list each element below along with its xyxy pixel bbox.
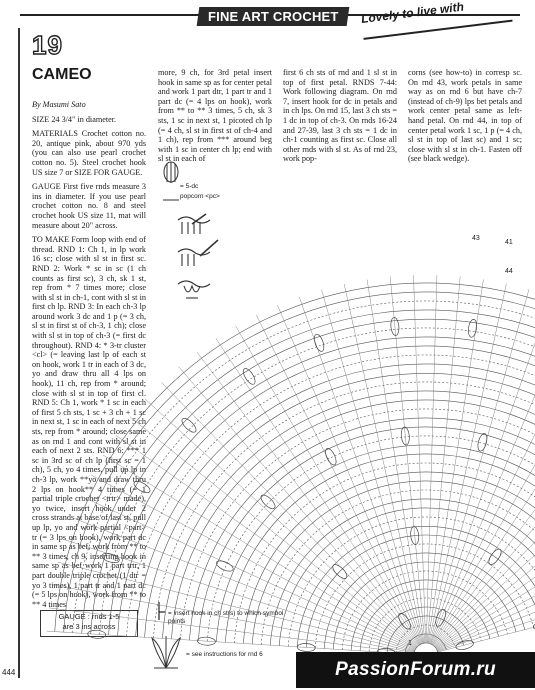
margin-rule [18,28,20,678]
chart-mark-44: 44 [505,268,513,275]
chart-round-10 [333,562,516,649]
chart-mark-1: 1 [408,640,412,647]
chart-spoke-38 [434,381,535,646]
text-column-4 [408,68,522,164]
crochet-diagram [276,150,535,690]
chart-spoke-29 [429,284,507,644]
chart-petal-11 [215,559,235,574]
chart-spoke-17 [236,326,420,644]
chart-petal-3 [434,608,448,628]
chart-spoke-18 [256,315,420,644]
text-column-2 [158,68,272,164]
chart-spoke-13 [161,382,417,646]
chart-round-38 [82,310,535,633]
author-line: By Masumi Sato [32,100,86,109]
site-watermark: PassionForum.ru [296,652,535,688]
see-instructions-legend: = see instructions for rnd 6 [186,651,263,658]
chart-petal-15 [476,433,488,452]
insert-hook-arrow-icon [155,600,167,622]
chart-spoke-22 [344,284,423,643]
instructions-part-4: corns (see how-to) in corresp sc. On rnd 43, work petals in same way as on rnd 6 but have ch-7 (instead of ch-9) lps bet petals and work center petal same as left-hand petal. On rnd 44, in top of center petal work 1 sc, 1 p (= 4 ch, sl st in top of last sc) and 1 sc; close with sl st in ch-1. Fasten off (see black wedge). [408,68,522,164]
chart-spoke-43 [437,474,535,650]
chart-mark-41: 41 [505,239,513,246]
instructions-part-3: first 6 ch sts of rnd and 1 sl st in top of first petal. RNDS 7-44: Work following diagram. On rnd 7, insert hook for dc in petals and in ch lps. On rnd 15, last 3 ch sts = 1 dc in top of ch-3. On rnds 16-24 and 27-39, last 3 ch sts = 1 dc in ch-1 counting as first sc. Close all other rnds with sl st. As of rnd 23, work pop- [283,68,397,164]
popcorn-label: popcorn <pc> [180,193,220,200]
chart-petal-2 [396,611,412,630]
magazine-title: FINE ART CROCHET [207,9,339,24]
chart-round-33 [127,355,535,636]
chart-round-12 [315,544,533,648]
popcorn-howto-illustration [172,212,232,312]
text-column-1 [32,100,147,609]
text-column-3 [283,68,397,164]
header-tagline: Lovely to live with [360,0,512,40]
chart-petal-24 [312,333,325,353]
chart-spoke-26 [426,275,437,643]
instructions-part-1: TO MAKE Form loop with end of thread. RND 1: Ch 1, in lp work 16 sc; close with sl st in first sc. RND 2: Work * sc in sc (1 ch counts as first sc), 3 ch, sk 1 st, rep from * 7 times more; close with sl st in ch-1, cont with sl st in first ch lp. RND 3: In each ch-3 lp around work 3 dc and 1 p (= 3 ch, sl st in first st of ch-3, 1 ch); close with sl st in top of ch-3 (= first dc throughout). RND 4: * 3-tr cluster <cl> (= leaving last lp of each st on hook, work 1 tr in each of 3 dc, yo and draw thru all 4 lps on hook), 11 ch, rep from * around; close with sl st in top of first cl. RND 5: Ch 1, work * 1 sc in each of first 5 ch sts, 1 sc + 3 ch + 1 sc in next st, 1 sc in each of next 5 ch sts, rep from * around; close same as on rnd 1 and cont with sl st in each of next 2 sts. RND 6: *** 1 sc in 3rd sc of ch lp (first sc = 1 ch), 5 ch, yo 4 times, pull up lp in ch-3 lp, work **yo and draw thru 2 lps on hook** 4 times (= 1 partial triple crochet <trtr> made), yo twice, insert hook under 2 cross strands at base of last st, pull up lp, yo and work partial <part> tr (= 3 lps on hook), work part dc in same sp as bef, work from ** to ** 3 times, ch 9, inserting hook in same sp as bef work 1 part trtr, 1 part double triple crochet (1 dtr = yo 3 times), 1 part tr and 1 part dc (= 5 lps on hook), work from ** to ** 4 times [32,235,147,609]
chart-spoke-14 [179,367,419,646]
gauge-box-line-2: are 3 ins across [62,622,116,631]
magazine-title-banner [197,7,350,26]
chart-spoke-46 [437,538,535,651]
materials-paragraph: MATERIALS Crochet cotton no. 20, antique pink, about 970 yds (you can also use pearl crochet cotton no. 5). Steel crochet hook US size 7 or SIZE FOR GAUGE. [32,129,146,177]
chart-round-30 [154,382,535,638]
page-number: 444 [2,668,16,677]
popcorn-formula: = 5-dc [180,183,199,190]
gauge-box [40,610,138,637]
pattern-title: CAMEO [32,66,92,83]
size-paragraph: SIZE 24 3/4" in diameter. [32,114,117,124]
chart-petal-12 [259,493,277,511]
insert-hook-legend: = insert hook in ch st(s) to which symbol points [168,610,284,625]
pattern-number: 19 [32,30,63,60]
instructions-part-2: more, 9 ch, for 3rd petal insert hook in same sp as for center petal and work 1 part dtr, 1 part tr and 1 part dc (= 4 lps on hook), work from ** to ** 3 times, 5 ch, sk 3 sts, 1 sc in next st, 1 picoted ch lp (= 4 ch, sl st in first st of ch-4 and 1 ch), rep from *** around beg with 1 sc in center ch lp; end with sl st in each of [158,68,272,164]
chart-spoke-39 [435,398,535,647]
gauge-box-line-1: GAUGE : rnds 1-5 [58,612,120,621]
chart-petal-13 [323,447,338,467]
chart-round-29 [163,391,535,638]
chart-spoke-27 [427,277,460,644]
chart-petal-22 [180,416,198,434]
chart-mark-43: 43 [472,235,480,242]
gauge-paragraph: GAUGE First five rnds measure 3 ins in diameter. If you use pearl crochet cotton no. 8 and steel crochet hook US size 11, mat will measure about 20" across. [32,182,146,230]
popcorn-symbol-icon [160,160,182,210]
chart-round-31 [145,373,535,637]
chart-round-37 [91,319,535,634]
